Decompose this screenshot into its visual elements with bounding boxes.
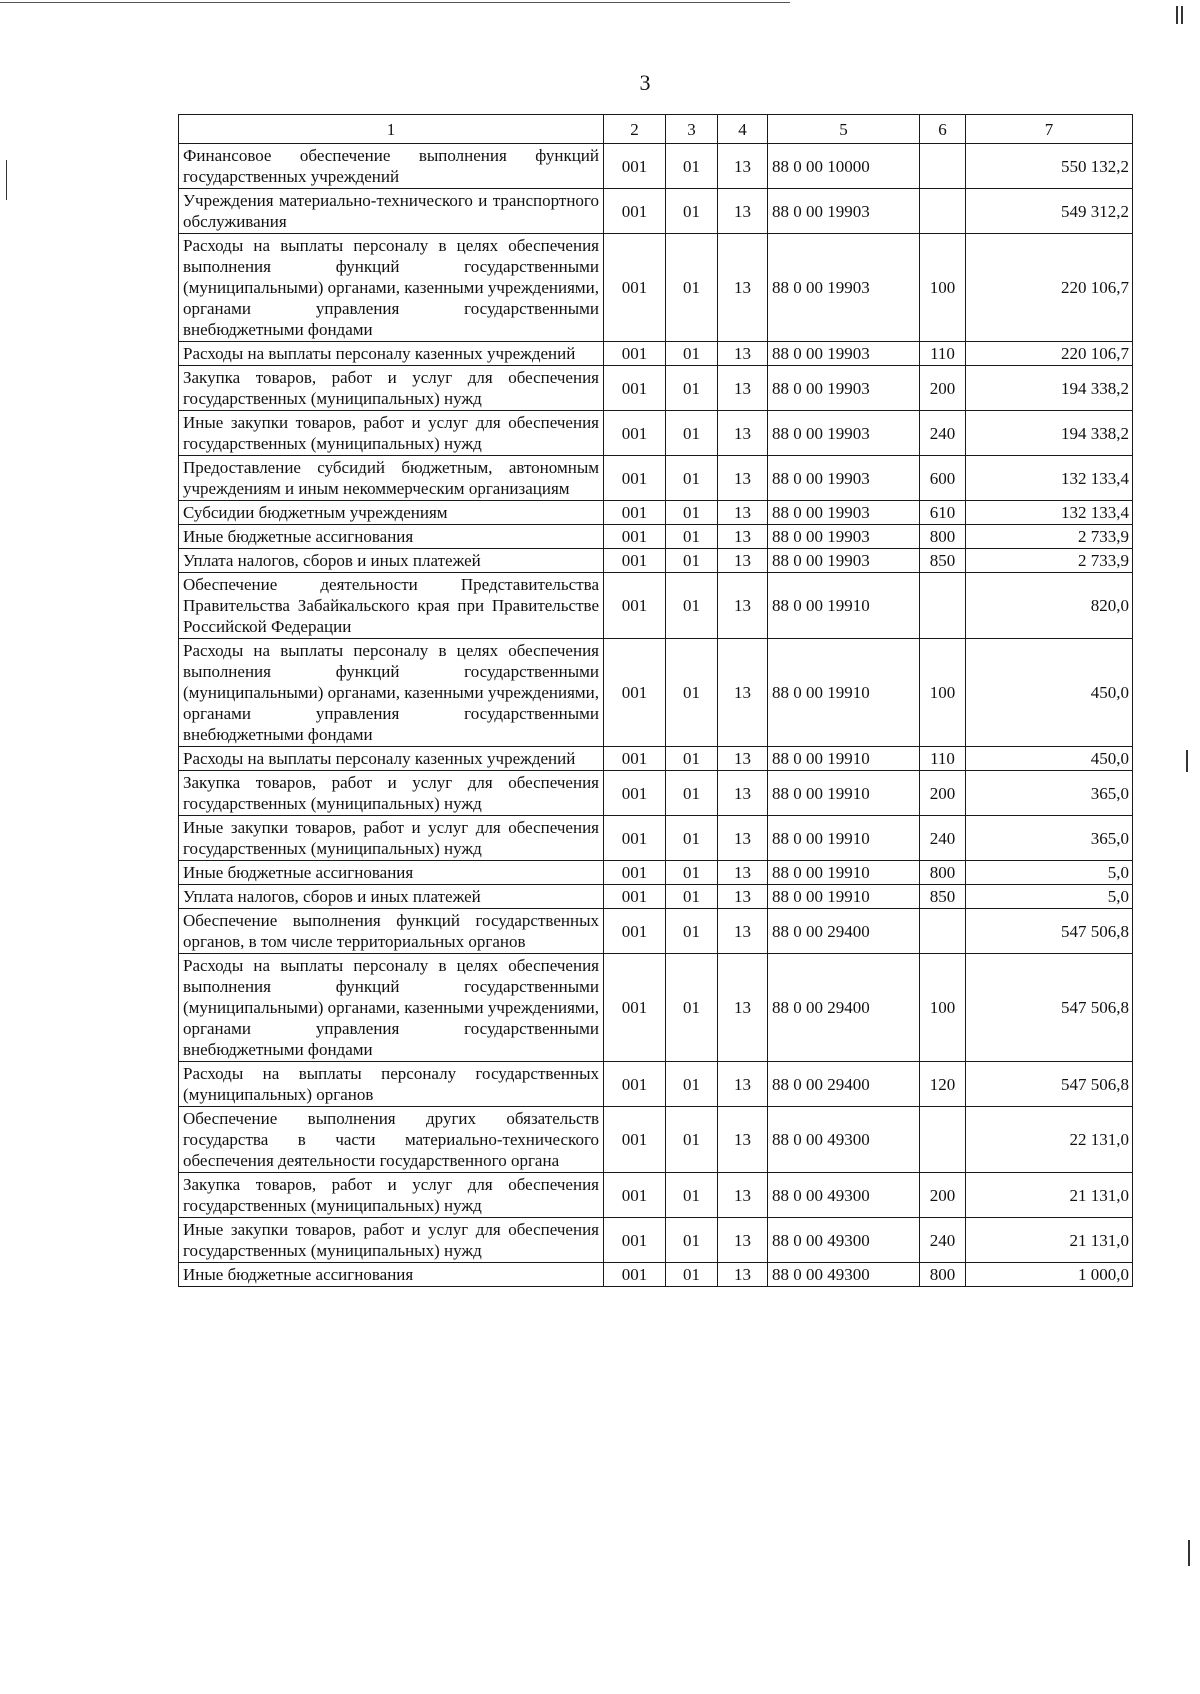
- row-code-admin: 001: [604, 909, 666, 954]
- table-row: [179, 573, 1133, 639]
- row-name: Расходы на выплаты персоналу в целях обеспечения выполнения функций государственными (муниципальными) органами, казенными учреждениями, органами управления государственными внебюджетными фондами: [179, 954, 604, 1062]
- row-code-admin: 001: [604, 573, 666, 639]
- row-name: Иные бюджетные ассигнования: [179, 1263, 604, 1287]
- table-row: [179, 342, 1133, 366]
- row-code-section: 01: [666, 366, 718, 411]
- row-amount: 547 506,8: [966, 909, 1133, 954]
- row-code-admin: 001: [604, 954, 666, 1062]
- table-row: [179, 501, 1133, 525]
- row-name: Расходы на выплаты персоналу государственных (муниципальных) органов: [179, 1062, 604, 1107]
- row-name: Закупка товаров, работ и услуг для обеспечения государственных (муниципальных) нужд: [179, 771, 604, 816]
- table-row: [179, 189, 1133, 234]
- row-code-target: 88 0 00 19903: [768, 189, 920, 234]
- row-code-target: 88 0 00 19903: [768, 501, 920, 525]
- row-amount: 549 312,2: [966, 189, 1133, 234]
- row-code-target: 88 0 00 19903: [768, 549, 920, 573]
- row-name: Иные закупки товаров, работ и услуг для обеспечения государственных (муниципальных) нужд: [179, 411, 604, 456]
- row-name: Иные бюджетные ассигнования: [179, 861, 604, 885]
- row-code-subsection: 13: [718, 954, 768, 1062]
- row-code-section: 01: [666, 909, 718, 954]
- row-code-target: 88 0 00 29400: [768, 909, 920, 954]
- scan-artifact: [1176, 6, 1178, 24]
- header-cell: 7: [966, 115, 1133, 144]
- row-name: Финансовое обеспечение выполнения функций государственных учреждений: [179, 144, 604, 189]
- row-code-section: 01: [666, 861, 718, 885]
- row-code-section: 01: [666, 456, 718, 501]
- row-code-target: 88 0 00 49300: [768, 1107, 920, 1173]
- row-code-section: 01: [666, 411, 718, 456]
- row-code-target: 88 0 00 19903: [768, 525, 920, 549]
- row-code-subsection: 13: [718, 549, 768, 573]
- row-name: Иные закупки товаров, работ и услуг для обеспечения государственных (муниципальных) нужд: [179, 816, 604, 861]
- table-row: [179, 816, 1133, 861]
- row-code-admin: 001: [604, 639, 666, 747]
- table-row: [179, 885, 1133, 909]
- row-code-target: 88 0 00 10000: [768, 144, 920, 189]
- row-code-expense-type: 110: [920, 342, 966, 366]
- row-code-section: 01: [666, 234, 718, 342]
- row-amount: 2 733,9: [966, 549, 1133, 573]
- row-code-admin: 001: [604, 549, 666, 573]
- row-code-target: 88 0 00 49300: [768, 1263, 920, 1287]
- row-code-subsection: 13: [718, 366, 768, 411]
- row-code-target: 88 0 00 19903: [768, 411, 920, 456]
- table-row: [179, 1173, 1133, 1218]
- row-code-admin: 001: [604, 525, 666, 549]
- table-row: [179, 954, 1133, 1062]
- row-code-subsection: 13: [718, 1173, 768, 1218]
- table-row: [179, 525, 1133, 549]
- row-code-subsection: 13: [718, 144, 768, 189]
- table-row: [179, 1218, 1133, 1263]
- row-code-admin: 001: [604, 816, 666, 861]
- row-code-admin: 001: [604, 747, 666, 771]
- row-amount: 132 133,4: [966, 501, 1133, 525]
- row-code-admin: 001: [604, 771, 666, 816]
- row-name: Предоставление субсидий бюджетным, автономным учреждениям и иным некоммерческим организациям: [179, 456, 604, 501]
- row-code-section: 01: [666, 189, 718, 234]
- row-amount: 2 733,9: [966, 525, 1133, 549]
- row-name: Учреждения материально-технического и транспортного обслуживания: [179, 189, 604, 234]
- row-code-expense-type: 240: [920, 816, 966, 861]
- header-cell: 5: [768, 115, 920, 144]
- row-code-subsection: 13: [718, 573, 768, 639]
- row-name: Расходы на выплаты персоналу в целях обеспечения выполнения функций государственными (муниципальными) органами, казенными учреждениями, органами управления государственными внебюджетными фондами: [179, 234, 604, 342]
- table-row: [179, 909, 1133, 954]
- budget-table: [178, 114, 1133, 1287]
- row-code-subsection: 13: [718, 189, 768, 234]
- row-code-expense-type: 610: [920, 501, 966, 525]
- row-amount: 220 106,7: [966, 234, 1133, 342]
- row-code-expense-type: [920, 573, 966, 639]
- table-row: [179, 144, 1133, 189]
- row-code-target: 88 0 00 29400: [768, 954, 920, 1062]
- row-code-section: 01: [666, 1263, 718, 1287]
- row-name: Обеспечение выполнения функций государственных органов, в том числе территориальных органов: [179, 909, 604, 954]
- row-amount: 365,0: [966, 816, 1133, 861]
- table-row: [179, 771, 1133, 816]
- header-cell: 4: [718, 115, 768, 144]
- row-name: Расходы на выплаты персоналу казенных учреждений: [179, 747, 604, 771]
- row-code-subsection: 13: [718, 639, 768, 747]
- row-code-expense-type: [920, 189, 966, 234]
- scan-artifact: [1188, 1540, 1190, 1566]
- row-code-expense-type: [920, 909, 966, 954]
- row-code-expense-type: 100: [920, 954, 966, 1062]
- row-name: Расходы на выплаты персоналу в целях обеспечения выполнения функций государственными (муниципальными) органами, казенными учреждениями, органами управления государственными внебюджетными фондами: [179, 639, 604, 747]
- row-code-expense-type: 850: [920, 549, 966, 573]
- row-code-section: 01: [666, 1218, 718, 1263]
- row-code-expense-type: 200: [920, 366, 966, 411]
- row-code-subsection: 13: [718, 342, 768, 366]
- page-number: 3: [639, 70, 651, 95]
- row-code-target: 88 0 00 19910: [768, 816, 920, 861]
- row-amount: 194 338,2: [966, 411, 1133, 456]
- row-code-target: 88 0 00 19910: [768, 639, 920, 747]
- table-row: [179, 411, 1133, 456]
- row-code-section: 01: [666, 573, 718, 639]
- row-name: Расходы на выплаты персоналу казенных учреждений: [179, 342, 604, 366]
- row-code-admin: 001: [604, 885, 666, 909]
- row-code-admin: 001: [604, 1218, 666, 1263]
- row-code-section: 01: [666, 771, 718, 816]
- row-name: Обеспечение деятельности Представительства Правительства Забайкальского края при Правительстве Российской Федерации: [179, 573, 604, 639]
- row-code-section: 01: [666, 1107, 718, 1173]
- row-code-expense-type: 800: [920, 1263, 966, 1287]
- row-code-section: 01: [666, 1062, 718, 1107]
- row-code-target: 88 0 00 49300: [768, 1218, 920, 1263]
- row-name: Закупка товаров, работ и услуг для обеспечения государственных (муниципальных) нужд: [179, 366, 604, 411]
- row-name: Обеспечение выполнения других обязательств государства в части материально-технического обеспечения деятельности государственного органа: [179, 1107, 604, 1173]
- row-code-section: 01: [666, 144, 718, 189]
- row-code-section: 01: [666, 525, 718, 549]
- row-amount: 21 131,0: [966, 1173, 1133, 1218]
- table-row: [179, 747, 1133, 771]
- header-cell: 2: [604, 115, 666, 144]
- row-code-subsection: 13: [718, 816, 768, 861]
- scan-artifact: [6, 160, 7, 200]
- row-code-admin: 001: [604, 456, 666, 501]
- header-row: [179, 115, 1133, 144]
- header-cell: 6: [920, 115, 966, 144]
- row-code-section: 01: [666, 816, 718, 861]
- row-code-expense-type: [920, 144, 966, 189]
- table-row: [179, 1263, 1133, 1287]
- row-code-expense-type: 100: [920, 234, 966, 342]
- row-code-expense-type: 800: [920, 525, 966, 549]
- table-row: [179, 1107, 1133, 1173]
- row-code-expense-type: 240: [920, 411, 966, 456]
- row-code-target: 88 0 00 19910: [768, 861, 920, 885]
- row-amount: 450,0: [966, 747, 1133, 771]
- row-code-section: 01: [666, 1173, 718, 1218]
- row-amount: 22 131,0: [966, 1107, 1133, 1173]
- scan-artifact: [1186, 750, 1188, 772]
- scan-artifact: [1181, 6, 1183, 24]
- row-code-subsection: 13: [718, 1263, 768, 1287]
- row-code-subsection: 13: [718, 1107, 768, 1173]
- row-code-target: 88 0 00 49300: [768, 1173, 920, 1218]
- row-code-target: 88 0 00 19903: [768, 456, 920, 501]
- row-code-admin: 001: [604, 1263, 666, 1287]
- row-code-subsection: 13: [718, 747, 768, 771]
- row-amount: 194 338,2: [966, 366, 1133, 411]
- row-code-admin: 001: [604, 1107, 666, 1173]
- row-code-subsection: 13: [718, 885, 768, 909]
- row-code-admin: 001: [604, 501, 666, 525]
- table-row: [179, 861, 1133, 885]
- row-code-subsection: 13: [718, 501, 768, 525]
- table-row: [179, 1062, 1133, 1107]
- row-code-subsection: 13: [718, 234, 768, 342]
- row-code-admin: 001: [604, 366, 666, 411]
- row-code-subsection: 13: [718, 456, 768, 501]
- row-amount: 132 133,4: [966, 456, 1133, 501]
- row-code-target: 88 0 00 19903: [768, 342, 920, 366]
- row-code-target: 88 0 00 19910: [768, 885, 920, 909]
- row-code-target: 88 0 00 19910: [768, 747, 920, 771]
- row-amount: 550 132,2: [966, 144, 1133, 189]
- row-code-section: 01: [666, 549, 718, 573]
- row-name: Закупка товаров, работ и услуг для обеспечения государственных (муниципальных) нужд: [179, 1173, 604, 1218]
- row-name: Уплата налогов, сборов и иных платежей: [179, 549, 604, 573]
- row-code-section: 01: [666, 639, 718, 747]
- row-code-section: 01: [666, 885, 718, 909]
- row-code-admin: 001: [604, 189, 666, 234]
- row-code-admin: 001: [604, 1062, 666, 1107]
- row-name: Уплата налогов, сборов и иных платежей: [179, 885, 604, 909]
- row-code-subsection: 13: [718, 525, 768, 549]
- row-code-section: 01: [666, 747, 718, 771]
- header-cell: 3: [666, 115, 718, 144]
- row-amount: 220 106,7: [966, 342, 1133, 366]
- row-code-expense-type: 240: [920, 1218, 966, 1263]
- row-code-expense-type: 850: [920, 885, 966, 909]
- row-name: Иные бюджетные ассигнования: [179, 525, 604, 549]
- row-code-admin: 001: [604, 342, 666, 366]
- row-code-subsection: 13: [718, 861, 768, 885]
- row-code-expense-type: 800: [920, 861, 966, 885]
- row-code-expense-type: 600: [920, 456, 966, 501]
- row-amount: 820,0: [966, 573, 1133, 639]
- row-code-expense-type: [920, 1107, 966, 1173]
- row-amount: 365,0: [966, 771, 1133, 816]
- row-amount: 21 131,0: [966, 1218, 1133, 1263]
- row-code-expense-type: 110: [920, 747, 966, 771]
- row-code-subsection: 13: [718, 411, 768, 456]
- row-code-admin: 001: [604, 1173, 666, 1218]
- row-code-target: 88 0 00 29400: [768, 1062, 920, 1107]
- row-code-expense-type: 100: [920, 639, 966, 747]
- header-cell: 1: [179, 115, 604, 144]
- row-amount: 1 000,0: [966, 1263, 1133, 1287]
- row-code-subsection: 13: [718, 1062, 768, 1107]
- row-amount: 450,0: [966, 639, 1133, 747]
- row-code-admin: 001: [604, 861, 666, 885]
- row-amount: 547 506,8: [966, 1062, 1133, 1107]
- row-code-expense-type: 200: [920, 1173, 966, 1218]
- row-code-target: 88 0 00 19910: [768, 771, 920, 816]
- row-code-section: 01: [666, 954, 718, 1062]
- row-code-subsection: 13: [718, 771, 768, 816]
- row-code-expense-type: 200: [920, 771, 966, 816]
- row-amount: 5,0: [966, 861, 1133, 885]
- table-row: [179, 549, 1133, 573]
- row-code-target: 88 0 00 19903: [768, 234, 920, 342]
- row-code-expense-type: 120: [920, 1062, 966, 1107]
- row-code-admin: 001: [604, 411, 666, 456]
- table-row: [179, 366, 1133, 411]
- row-name: Иные закупки товаров, работ и услуг для обеспечения государственных (муниципальных) нужд: [179, 1218, 604, 1263]
- row-amount: 5,0: [966, 885, 1133, 909]
- table-row: [179, 234, 1133, 342]
- row-code-admin: 001: [604, 144, 666, 189]
- row-amount: 547 506,8: [966, 954, 1133, 1062]
- row-code-section: 01: [666, 342, 718, 366]
- row-code-target: 88 0 00 19903: [768, 366, 920, 411]
- row-code-subsection: 13: [718, 1218, 768, 1263]
- row-name: Субсидии бюджетным учреждениям: [179, 501, 604, 525]
- row-code-admin: 001: [604, 234, 666, 342]
- table-row: [179, 456, 1133, 501]
- row-code-target: 88 0 00 19910: [768, 573, 920, 639]
- row-code-section: 01: [666, 501, 718, 525]
- row-code-subsection: 13: [718, 909, 768, 954]
- table-row: [179, 639, 1133, 747]
- scan-top-rule: [0, 2, 790, 3]
